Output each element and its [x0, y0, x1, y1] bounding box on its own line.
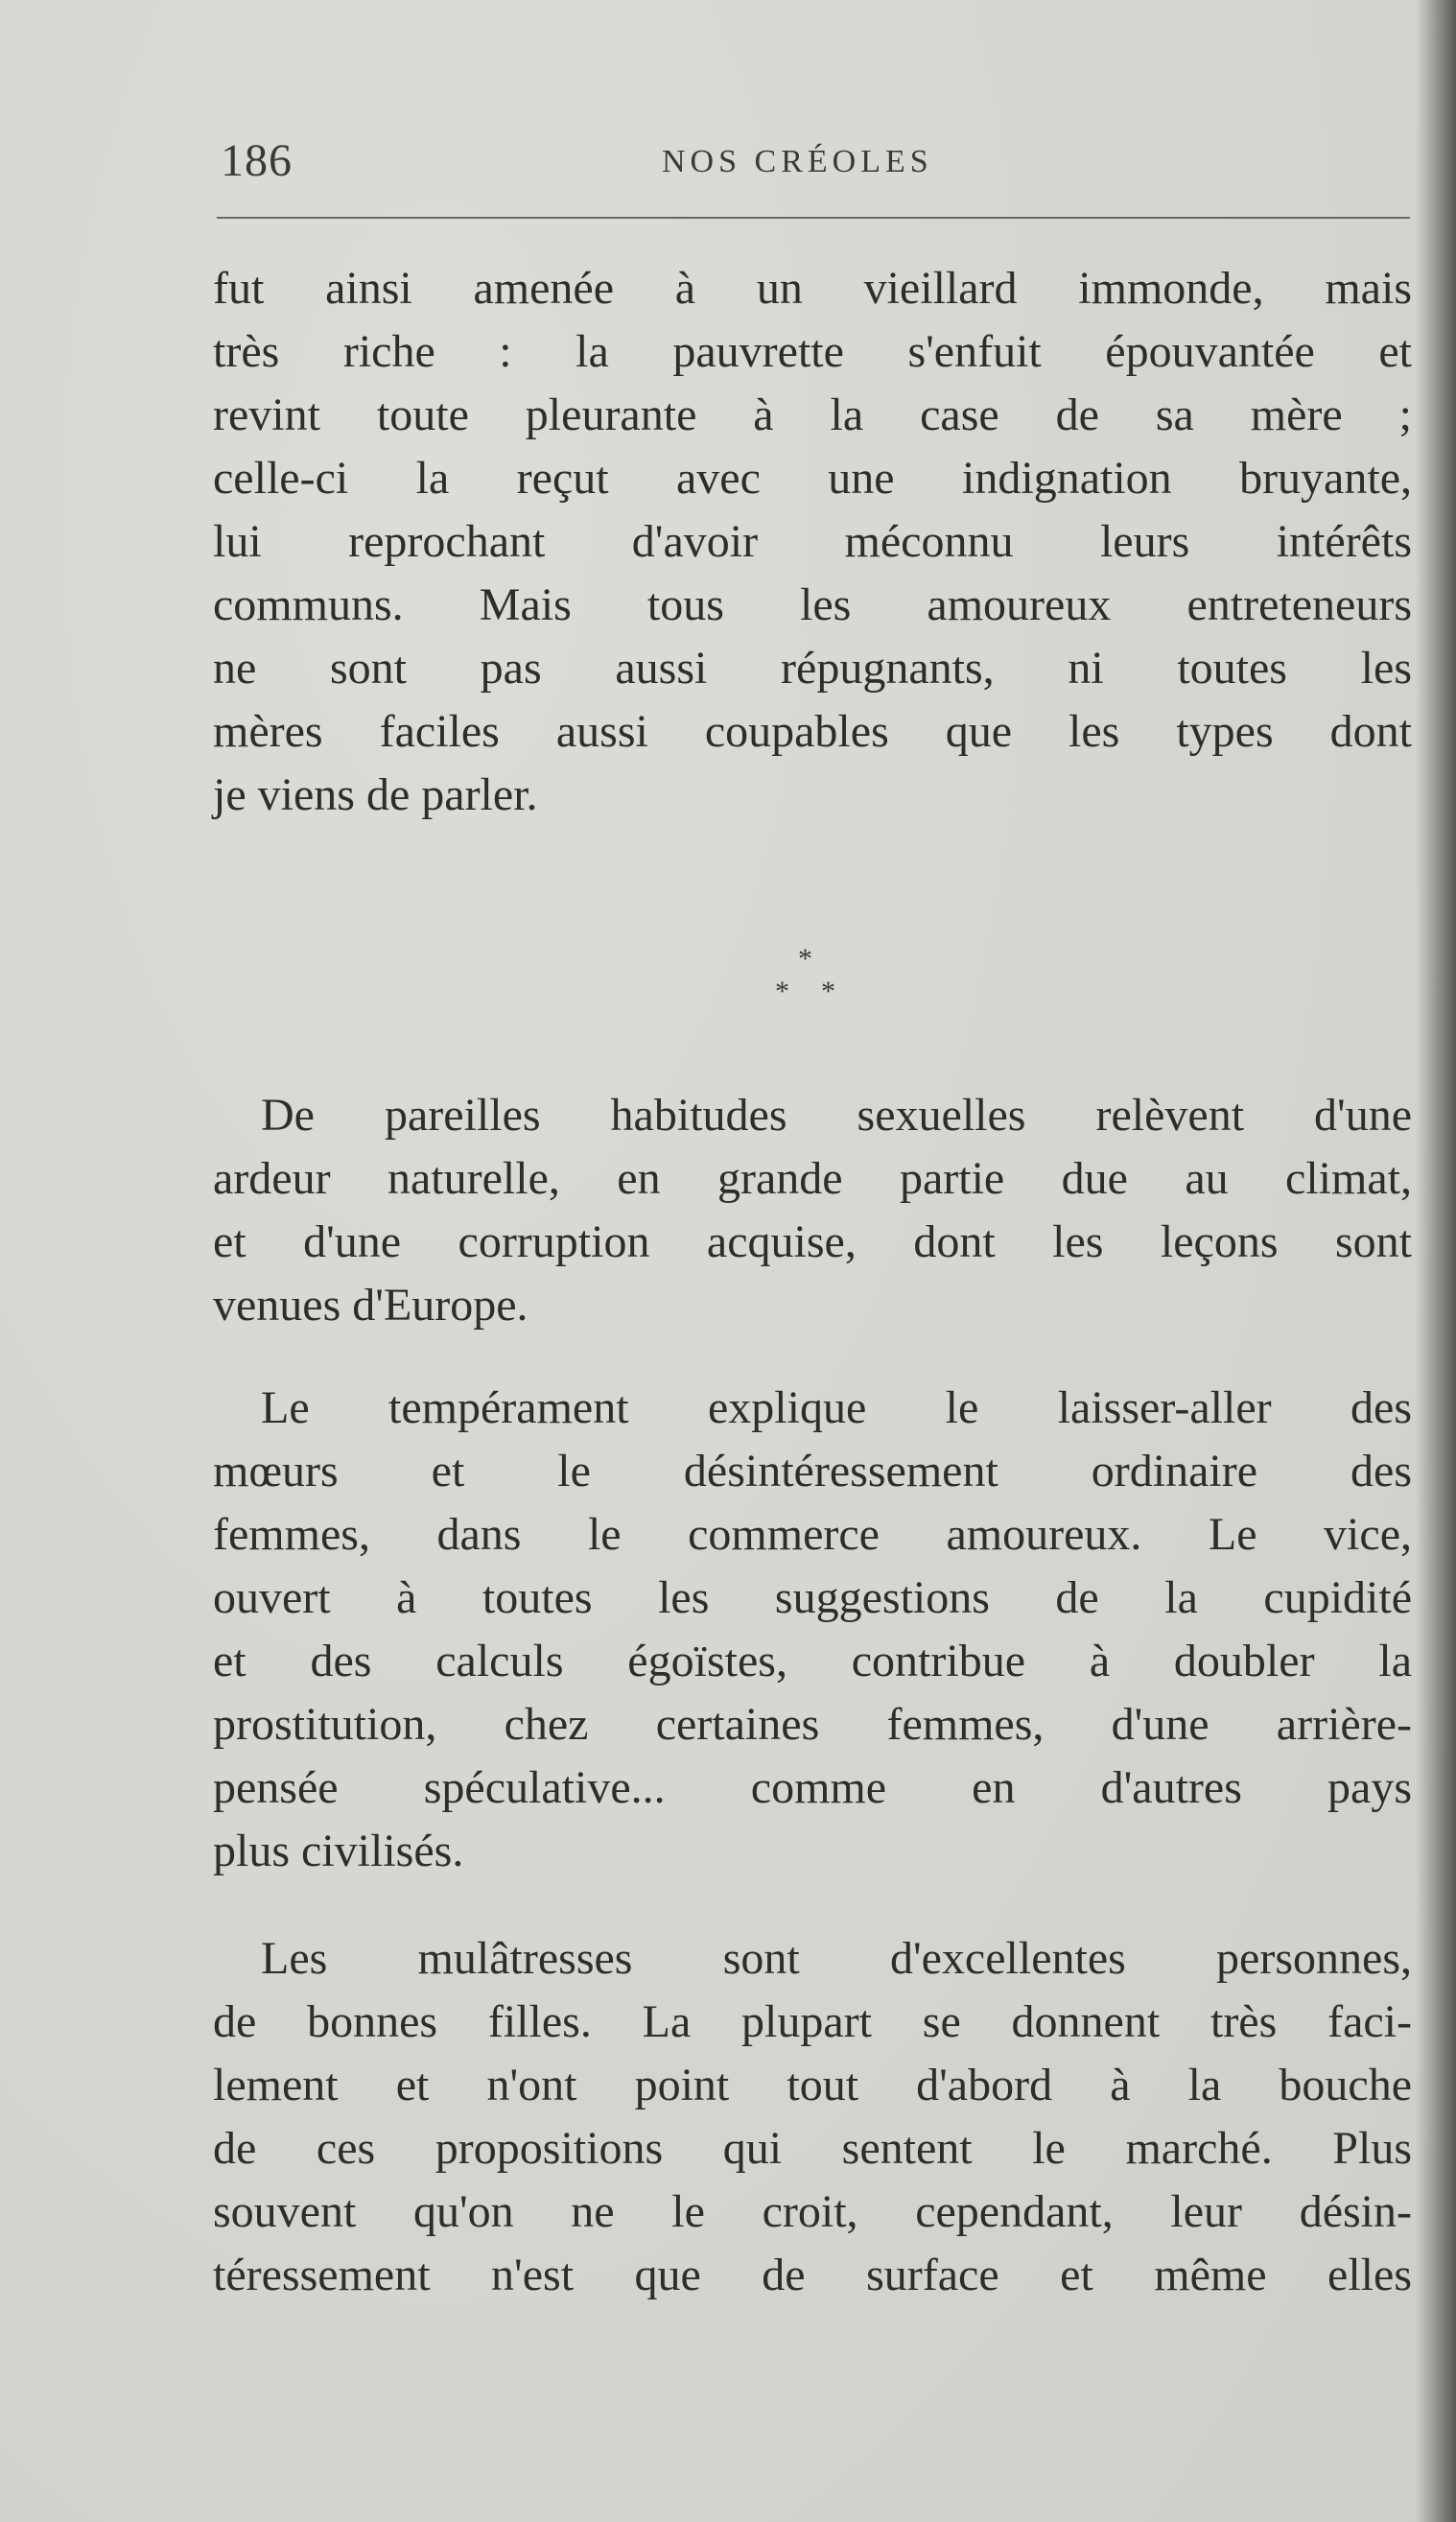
- text-line: Les mulâtresses sont d'excellentes personnes,: [261, 1933, 1412, 1984]
- text-line: très riche : la pauvrette s'enfuit épouvantée et: [213, 326, 1412, 377]
- text-line: femmes, dans le commerce amoureux. Le vice,: [213, 1509, 1412, 1560]
- text-line: mœurs et le désintéressement ordinaire des: [213, 1446, 1412, 1497]
- paragraph-4: [213, 1927, 1412, 2307]
- page-header: [221, 134, 1410, 192]
- text-line: de bonnes filles. La plupart se donnent très faci-: [213, 1996, 1412, 2047]
- text-line: plus civilisés.: [213, 1826, 464, 1876]
- text-line: téressement n'est que de surface et même elles: [213, 2250, 1412, 2300]
- text-line: lui reprochant d'avoir méconnu leurs intérêts: [213, 516, 1412, 567]
- paragraph-3: [213, 1377, 1412, 1883]
- page-number: 186: [221, 135, 293, 186]
- text-line: mères faciles aussi coupables que les types dont: [213, 706, 1412, 757]
- text-line: je viens de parler.: [213, 769, 538, 820]
- text-line: venues d'Europe.: [213, 1280, 528, 1331]
- asterism-star-icon: *: [798, 943, 812, 975]
- section-separator: [767, 945, 854, 1022]
- text-line: souvent qu'on ne le croit, cependant, leur désin-: [213, 2186, 1412, 2237]
- text-line: revint toute pleurante à la case de sa mère ;: [213, 389, 1412, 440]
- text-line: fut ainsi amenée à un vieillard immonde, mais: [213, 263, 1412, 314]
- asterism-star-icon: *: [775, 976, 789, 1007]
- text-line: et des calculs égoïstes, contribue à doubler la: [213, 1636, 1412, 1686]
- asterism-star-icon: *: [821, 976, 835, 1007]
- text-line: ouvert à toutes les suggestions de la cupidité: [213, 1572, 1412, 1623]
- text-line: celle-ci la reçut avec une indignation bruyante,: [213, 453, 1412, 504]
- text-line: de ces propositions qui sentent le marché. Plus: [213, 2123, 1412, 2174]
- page-edge-shadow: [1416, 0, 1456, 2522]
- header-rule: [217, 217, 1410, 219]
- text-line: pensée spéculative... comme en d'autres pays: [213, 1762, 1412, 1813]
- text-line: prostitution, chez certaines femmes, d'une arrière-: [213, 1699, 1412, 1750]
- running-title: NOS CRÉOLES: [662, 144, 933, 179]
- text-line: Le tempérament explique le laisser-aller des: [261, 1382, 1412, 1433]
- text-line: communs. Mais tous les amoureux entreteneurs: [213, 579, 1412, 630]
- paragraph-1: [213, 257, 1412, 827]
- text-line: De pareilles habitudes sexuelles relèvent d'une: [261, 1090, 1412, 1141]
- text-line: lement et n'ont point tout d'abord à la bouche: [213, 2060, 1412, 2110]
- paragraph-2: [213, 1084, 1412, 1337]
- text-line: et d'une corruption acquise, dont les leçons sont: [213, 1216, 1412, 1267]
- text-line: ne sont pas aussi répugnants, ni toutes les: [213, 643, 1412, 694]
- text-line: ardeur naturelle, en grande partie due au climat,: [213, 1153, 1412, 1204]
